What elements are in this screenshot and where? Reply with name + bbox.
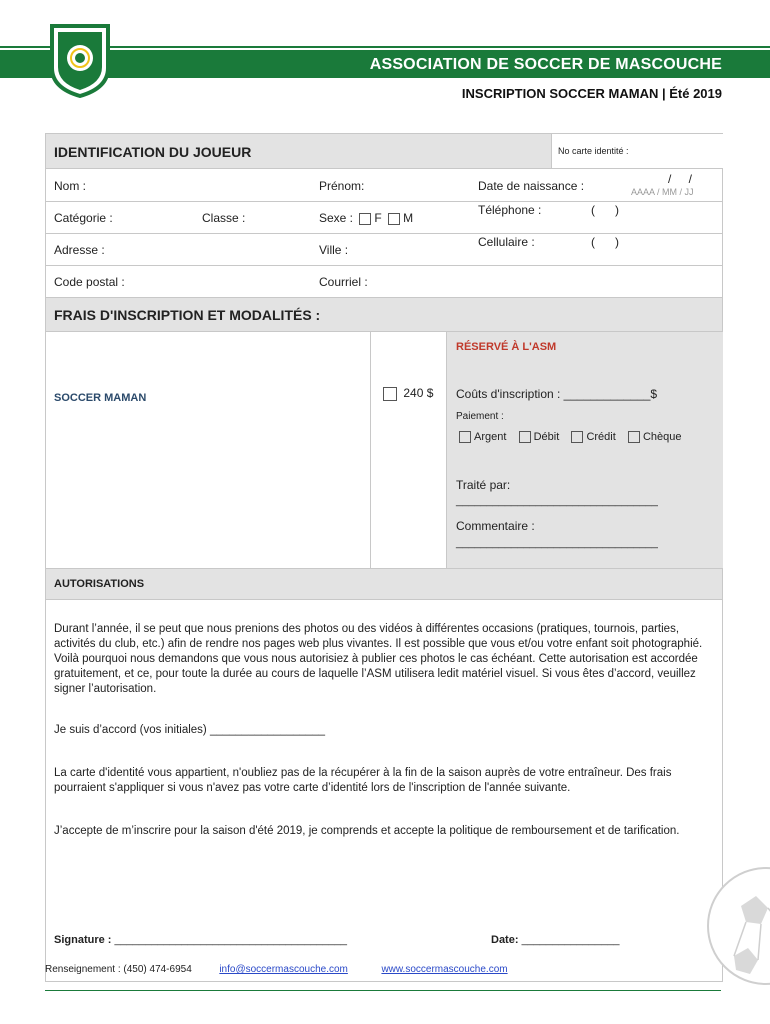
autorisations-title: AUTORISATIONS <box>54 578 145 590</box>
footer-divider <box>45 990 721 991</box>
autorisations-section-header <box>46 568 722 599</box>
argent-label: Argent <box>474 431 507 443</box>
credit-label: Crédit <box>586 431 616 443</box>
signature-field[interactable] <box>54 934 347 946</box>
footer-email-link[interactable]: info@soccermascouche.com <box>219 964 348 975</box>
paiement-label: Paiement : <box>456 411 504 422</box>
reserve-asm-panel <box>446 332 723 568</box>
code-postal-label: Code postal : <box>54 275 125 289</box>
debit-label: Débit <box>533 431 560 443</box>
prenom-label: Prénom: <box>319 179 365 193</box>
couts-line: Coûts d'inscription : _____________$ <box>456 387 658 401</box>
identification-section-header <box>46 134 722 168</box>
sexe-label: Sexe : <box>319 211 354 225</box>
cheque-checkbox[interactable] <box>628 431 640 443</box>
autorisations-body <box>46 599 722 981</box>
header-top-line <box>0 46 770 48</box>
soccer-ball-icon <box>706 856 770 996</box>
row-name <box>46 168 722 201</box>
footer <box>45 964 508 975</box>
date-field[interactable] <box>491 934 619 946</box>
acceptance-text: J’accepte de m’inscrire pour la saison d'été 2019, je comprends et accepte la politique de remboursement et de tarification. <box>54 825 680 837</box>
sexe-f-label: F <box>374 211 382 225</box>
adresse-label: Adresse : <box>54 243 105 257</box>
price-checkbox[interactable] <box>383 387 397 401</box>
sexe-m-checkbox[interactable] <box>388 213 400 225</box>
birthdate-label: Date de naissance : <box>478 179 585 193</box>
row-category <box>46 201 722 233</box>
form-subtitle: INSCRIPTION SOCCER MAMAN | Été 2019 <box>461 86 722 101</box>
sexe-f-checkbox[interactable] <box>359 213 371 225</box>
price-label: 240 $ <box>403 386 434 400</box>
cheque-label: Chèque <box>642 431 682 443</box>
club-crest-logo <box>48 22 112 98</box>
signature-line: ______________________________________ <box>114 934 347 946</box>
commentaire-line: _________________________________ <box>456 537 658 549</box>
sexe-field <box>319 211 413 225</box>
birthdate-format: AAAA / MM / JJ <box>631 187 694 197</box>
categorie-label: Catégorie : <box>54 211 113 225</box>
id-card-label: No carte identité : <box>558 146 629 156</box>
sexe-m-label: M <box>403 211 414 225</box>
date-label: Date: <box>491 934 519 946</box>
telephone-parens: ( ) <box>591 203 619 217</box>
birthdate-slashes: / / <box>668 172 693 186</box>
ville-label: Ville : <box>319 243 349 257</box>
photo-authorization-text: Durant l’année, il se peut que nous prenions des photos ou des vidéos à différentes occasions (pratiques, tournois, parties, activités du club, etc.) afin de rendre nos pages web plus vivantes. Il est possible que vous et/ou votre enfant soit photographié. Voilà pourquoi nous demandons que vous nous autorisiez à publier ces photos le cas échéant. Cette autorisation est accordée gratuitement, et ce, pour toute la durée au cours de laquelle l’ASM utilisera ledit matériel visuel. Si vous êtes d’accord, veuillez signer l’autorisation. <box>54 623 703 695</box>
price-option <box>380 386 433 401</box>
credit-checkbox[interactable] <box>571 431 583 443</box>
id-card-notice: La carte d'identité vous appartient, n'oubliez pas de la récupérer à la fin de la saison auprès de votre entraîneur. Des frais pourraient s'appliquer si vous n'avez pas votre carte d’identité lors de l'inscription de l'année suivante. <box>54 767 672 794</box>
id-card-field[interactable] <box>551 134 723 168</box>
registration-form <box>45 133 723 982</box>
traite-label: Traité par: <box>456 478 511 492</box>
date-line: ________________ <box>521 934 620 946</box>
org-name: ASSOCIATION DE SOCCER DE MASCOUCHE <box>369 56 722 73</box>
cellulaire-label: Cellulaire : <box>478 235 535 249</box>
row-address <box>46 233 722 265</box>
footer-phone: Renseignement : (450) 474-6954 <box>45 964 192 975</box>
classe-label: Classe : <box>202 211 246 225</box>
courriel-label: Courriel : <box>319 275 368 289</box>
debit-checkbox[interactable] <box>519 431 531 443</box>
initials-line: Je suis d’accord (vos initiales) __________________ <box>54 724 326 736</box>
row-postal <box>46 265 722 297</box>
reserve-title: RÉSERVÉ À L'ASM <box>456 341 557 353</box>
traite-line: _________________________________ <box>456 495 658 507</box>
cellulaire-parens: ( ) <box>591 235 619 249</box>
divider-price <box>370 332 371 568</box>
frais-body <box>46 331 722 568</box>
telephone-label: Téléphone : <box>478 203 542 217</box>
signature-label: Signature : <box>54 934 112 946</box>
frais-title: FRAIS D'INSCRIPTION ET MODALITÉS : <box>54 307 321 323</box>
commentaire-label: Commentaire : <box>456 519 535 533</box>
frais-section-header <box>46 297 722 331</box>
nom-label: Nom : <box>54 179 87 193</box>
payment-methods <box>456 431 682 443</box>
footer-website-link[interactable]: www.soccermascouche.com <box>381 964 508 975</box>
program-name: SOCCER MAMAN <box>54 392 147 404</box>
identification-title: IDENTIFICATION DU JOUEUR <box>54 144 252 160</box>
argent-checkbox[interactable] <box>459 431 471 443</box>
